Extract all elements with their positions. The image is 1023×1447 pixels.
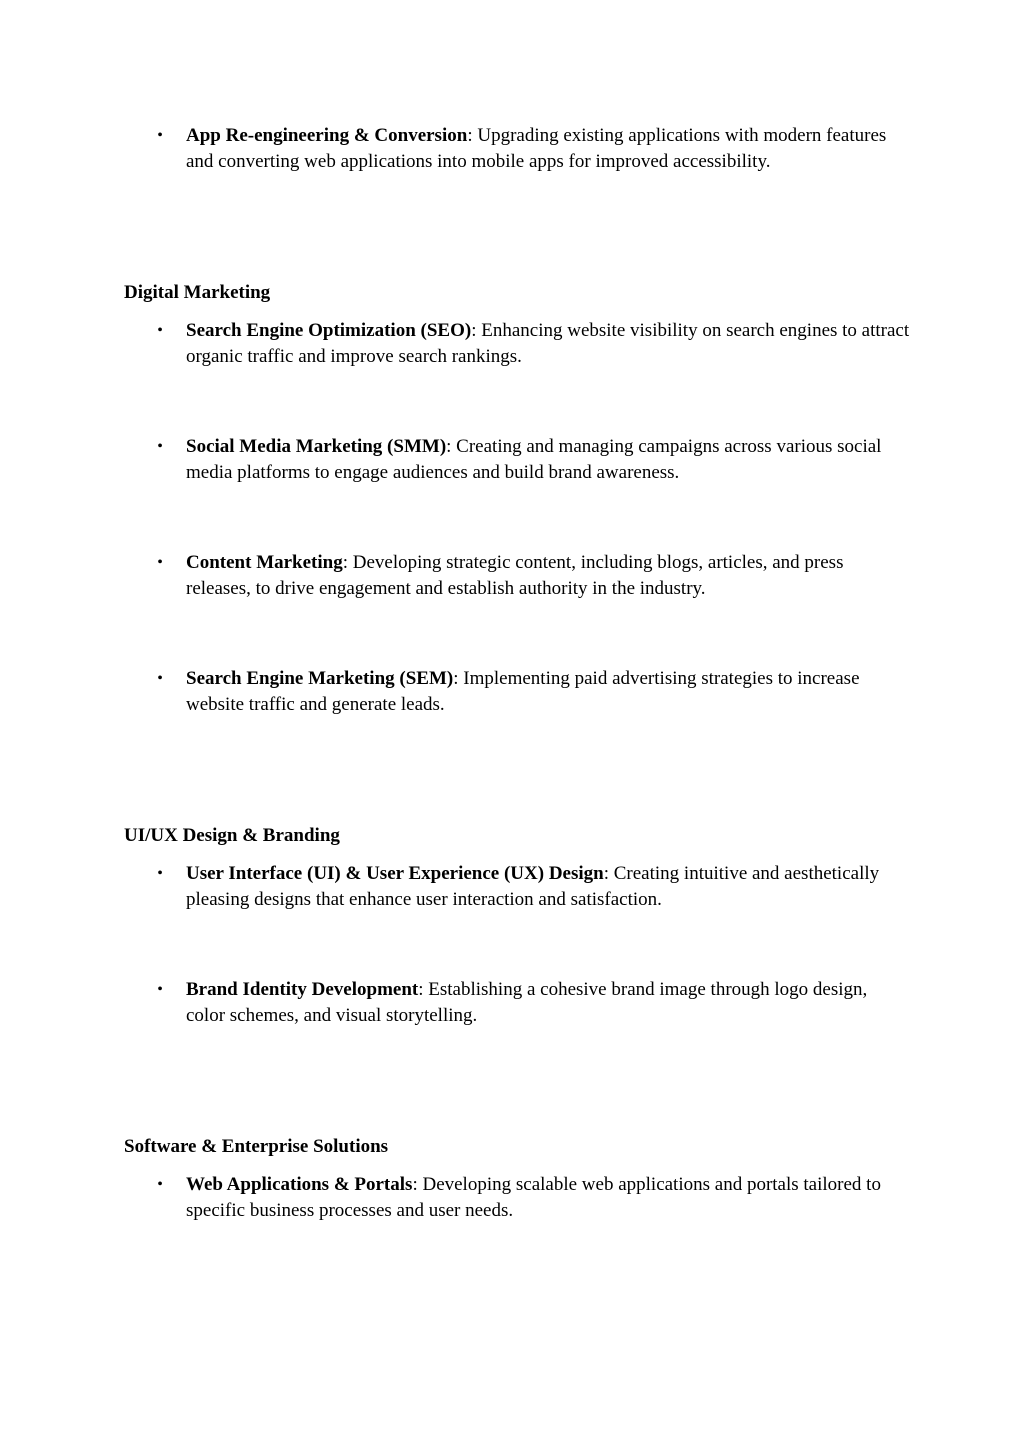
item-description: : Upgrading existing applications with modern features and converting web applications into mobile apps for improved accessibility. [186,125,887,172]
bullet-icon: • [157,670,163,687]
section-heading-software-enterprise: Software & Enterprise Solutions [124,1136,389,1157]
bullet-icon: • [157,127,163,144]
list-item-sem [157,666,911,717]
list-item-content-marketing [157,550,911,601]
bullet-icon: • [157,981,163,998]
bullet-icon: • [157,438,163,455]
list-item-smm [157,434,911,485]
list-item-app-reengineering [157,123,911,174]
item-term: User Interface (UI) & User Experience (UX) Design [186,863,604,884]
list-item-seo [157,318,911,369]
item-term: Web Applications & Portals [186,1174,413,1195]
list-item-ui-ux-design [157,861,911,912]
item-term: Search Engine Optimization (SEO) [186,320,472,341]
bullet-icon: • [157,865,163,882]
list-item-brand-identity [157,977,911,1028]
item-description: : Developing strategic content, including blogs, articles, and press releases, to drive engagement and establish authority in the industry. [186,552,844,599]
item-term: App Re-engineering & Conversion [186,125,468,146]
item-term: Brand Identity Development [186,979,419,1000]
list-item-web-applications [157,1172,911,1223]
item-description: : Creating intuitive and aesthetically pleasing designs that enhance user interaction and satisfaction. [186,863,880,910]
item-description: : Establishing a cohesive brand image through logo design, color schemes, and visual storytelling. [186,979,868,1026]
item-term: Search Engine Marketing (SEM) [186,668,454,689]
bullet-icon: • [157,322,163,339]
item-description: : Creating and managing campaigns across various social media platforms to engage audiences and build brand awareness. [186,436,882,483]
item-description: : Implementing paid advertising strategies to increase website traffic and generate leads. [186,668,860,715]
item-term: Social Media Marketing (SMM) [186,436,447,457]
bullet-icon: • [157,554,163,571]
item-description: : Developing scalable web applications and portals tailored to specific business processes and user needs. [186,1174,881,1221]
item-term: Content Marketing [186,552,343,573]
section-heading-digital-marketing: Digital Marketing [124,282,271,303]
section-heading-uiux-branding: UI/UX Design & Branding [124,825,340,846]
bullet-icon: • [157,1176,163,1193]
item-description: : Enhancing website visibility on search engines to attract organic traffic and improve search rankings. [186,320,910,367]
